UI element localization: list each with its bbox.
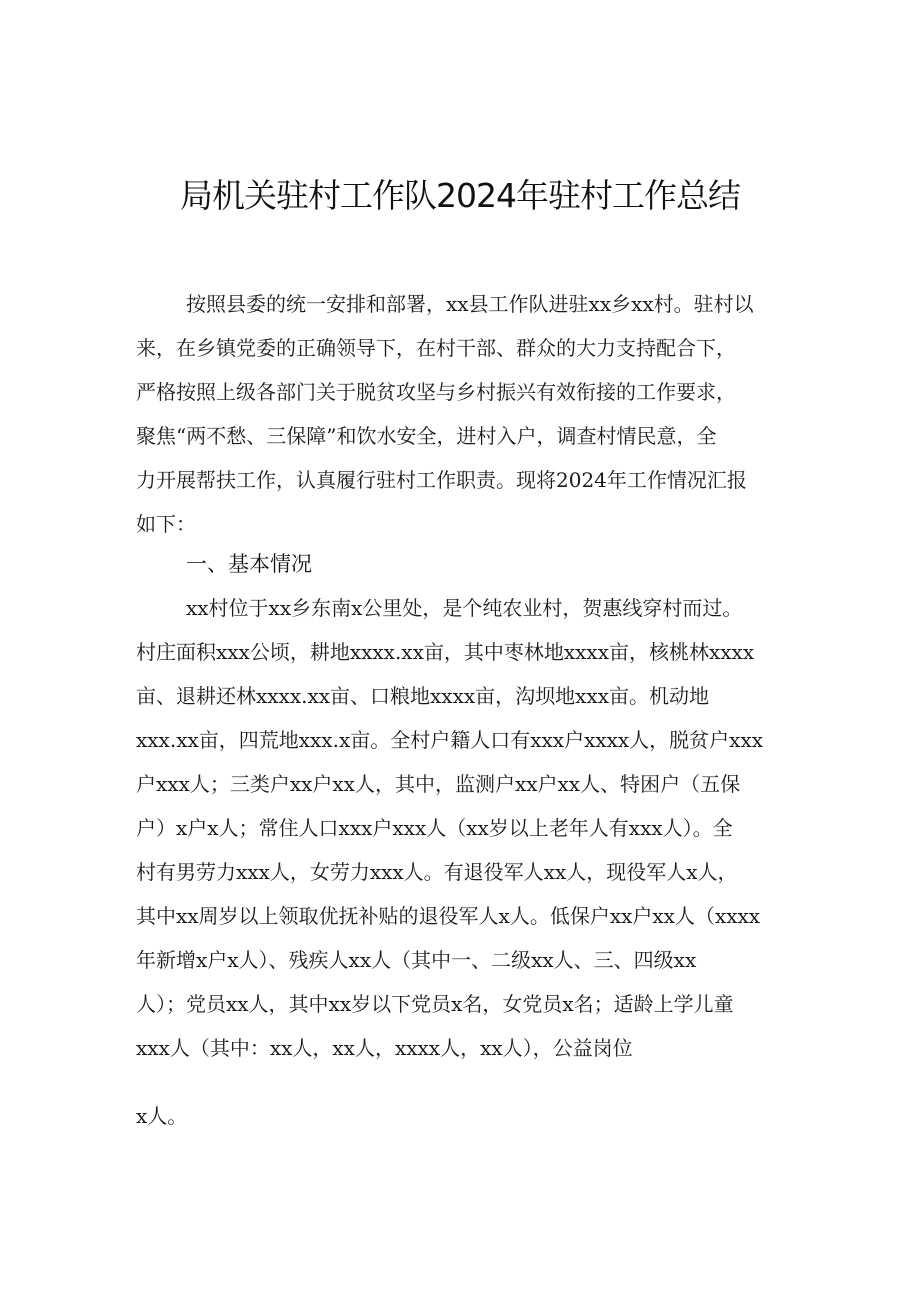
intro-line: 力开展帮扶工作，认真履行驻村工作职责。现将2024年工作情况汇报 bbox=[136, 468, 747, 492]
section-line: 亩、退耕还林xxxx.xx亩、口粮地xxxx亩，沟坝地xxx亩。机动地 bbox=[136, 684, 709, 708]
section-heading-basic-situation: 一、基本情况 bbox=[186, 552, 312, 576]
section-line: 村庄面积xxx公顷，耕地xxxx.xx亩，其中枣林地xxxx亩，核桃林xxxx bbox=[136, 640, 755, 664]
section-line: 户）x户x人；常住人口xxx户xxx人（xx岁以上老年人有xxx人）。全 bbox=[136, 816, 733, 840]
section-line: xxx人（其中：xx人，xx人，xxxx人，xx人），公益岗位 bbox=[136, 1036, 633, 1060]
section-line: 人）；党员xx人，其中xx岁以下党员x名，女党员x名；适龄上学儿童 bbox=[136, 992, 734, 1016]
tail-text: x人。 bbox=[136, 1104, 188, 1128]
section-line: 户xxx人；三类户xx户xx人，其中，监测户xx户xx人、特困户（五保 bbox=[136, 772, 741, 796]
section-line: 其中xx周岁以上领取优抚补贴的退役军人x人。低保户xx户xx人（xxxx bbox=[136, 904, 761, 928]
intro-line: 严格按照上级各部门关于脱贫攻坚与乡村振兴有效衔接的工作要求， bbox=[136, 380, 736, 404]
basic-situation-paragraph bbox=[136, 586, 792, 1070]
section-line: 村有男劳力xxx人，女劳力xxx人。有退役军人xx人，现役军人x人， bbox=[136, 860, 738, 884]
intro-line: 聚焦“两不愁、三保障”和饮水安全，进村入户，调查村情民意，全 bbox=[136, 424, 717, 448]
intro-line: 按照县委的统一安排和部署，xx县工作队进驻xx乡xx村。驻村以 bbox=[186, 292, 754, 316]
intro-line: 来，在乡镇党委的正确领导下，在村干部、群众的大力支持配合下， bbox=[136, 336, 736, 360]
intro-line: 如下： bbox=[136, 512, 196, 536]
document-title: 局机关驻村工作队2024年驻村工作总结 bbox=[180, 176, 740, 215]
intro-paragraph bbox=[136, 282, 792, 546]
section-line: xx村位于xx乡东南x公里处，是个纯农业村，贺惠线穿村而过。 bbox=[186, 596, 743, 620]
section-line: 年新增x户x人）、残疾人xx人（其中一、二级xx人、三、四级xx bbox=[136, 948, 697, 972]
section-line: xxx.xx亩，四荒地xxx.x亩。全村户籍人口有xxx户xxxx人，脱贫户xxx bbox=[136, 728, 764, 752]
